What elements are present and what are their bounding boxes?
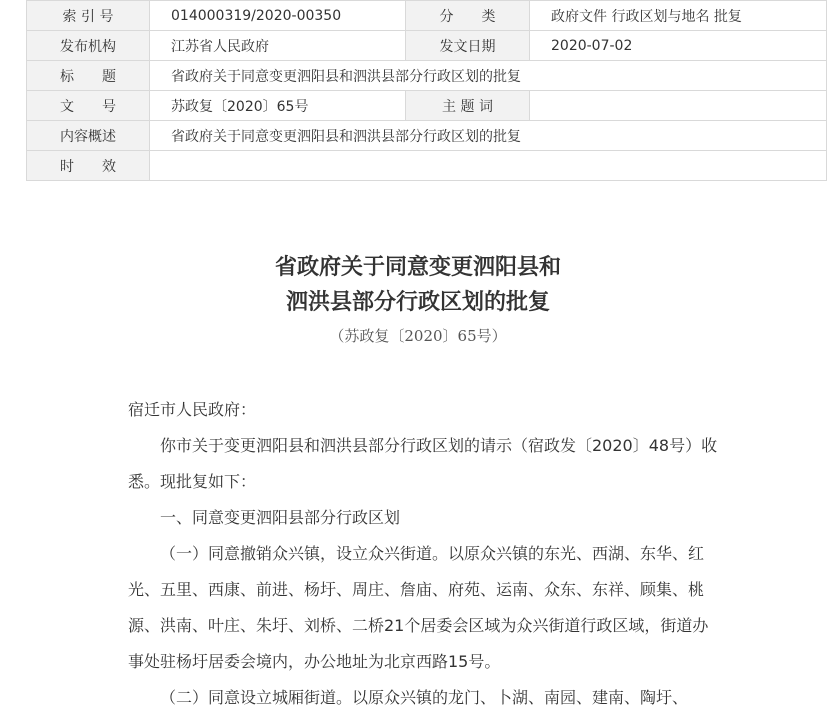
date-label: 发文日期: [406, 31, 530, 61]
meta-row-summary: [27, 121, 827, 151]
summary-label: 内容概述: [27, 121, 150, 151]
meta-row-issuer: [27, 31, 827, 61]
body-paragraph-1: 你市关于变更泗阳县和泗洪县部分行政区划的请示（宿政发〔2020〕48号）收悉。现批复如下：: [128, 436, 718, 491]
docno-value: 苏政复〔2020〕65号: [150, 91, 406, 121]
document-number: （苏政复〔2020〕65号）: [329, 327, 507, 345]
document-metadata-table: [26, 0, 827, 181]
index-label: 索 引 号: [27, 1, 150, 31]
category-label: 分 类: [406, 1, 530, 31]
addressee: 宿迁市人民政府：: [128, 400, 257, 419]
meta-row-title: [27, 61, 827, 91]
meta-row-validity: [27, 151, 827, 181]
subject-value: [530, 91, 827, 121]
validity-label: 时 效: [27, 151, 150, 181]
summary-value: 省政府关于同意变更泗阳县和泗洪县部分行政区划的批复: [150, 121, 827, 151]
category-value: 政府文件 行政区划与地名 批复: [530, 1, 827, 31]
index-value: 014000319/2020-00350: [150, 1, 406, 31]
validity-value: [150, 151, 827, 181]
issuer-value: 江苏省人民政府: [150, 31, 406, 61]
meta-row-index: [27, 1, 827, 31]
meta-row-docno: [27, 91, 827, 121]
date-value: 2020-07-02: [530, 31, 827, 61]
document-title-line-2: 泗洪县部分行政区划的批复: [285, 289, 550, 315]
body-paragraph-4: （二）同意设立城厢街道。以原众兴镇的龙门、卜湖、南园、建南、陶圩、: [160, 688, 689, 707]
body-paragraph-3: （一）同意撤销众兴镇，设立众兴街道。以原众兴镇的东光、西湖、东华、红光、五里、西康、前进、杨圩、周庄、詹庙、府苑、运南、众东、东祥、顾集、桃源、洪南、叶庄、朱圩、刘桥、二桥21个居委会区域为众兴街道行政区域，街道办事处驻杨圩居委会境内，办公地址为北京西路15号。: [128, 544, 709, 671]
docno-label: 文 号: [27, 91, 150, 121]
body-paragraph-2: 一、同意变更泗阳县部分行政区划: [160, 508, 401, 527]
title-value: 省政府关于同意变更泗阳县和泗洪县部分行政区划的批复: [150, 61, 827, 91]
issuer-label: 发布机构: [27, 31, 150, 61]
subject-label: 主 题 词: [406, 91, 530, 121]
title-label: 标 题: [27, 61, 150, 91]
document-title-line-1: 省政府关于同意变更泗阳县和: [274, 254, 561, 280]
